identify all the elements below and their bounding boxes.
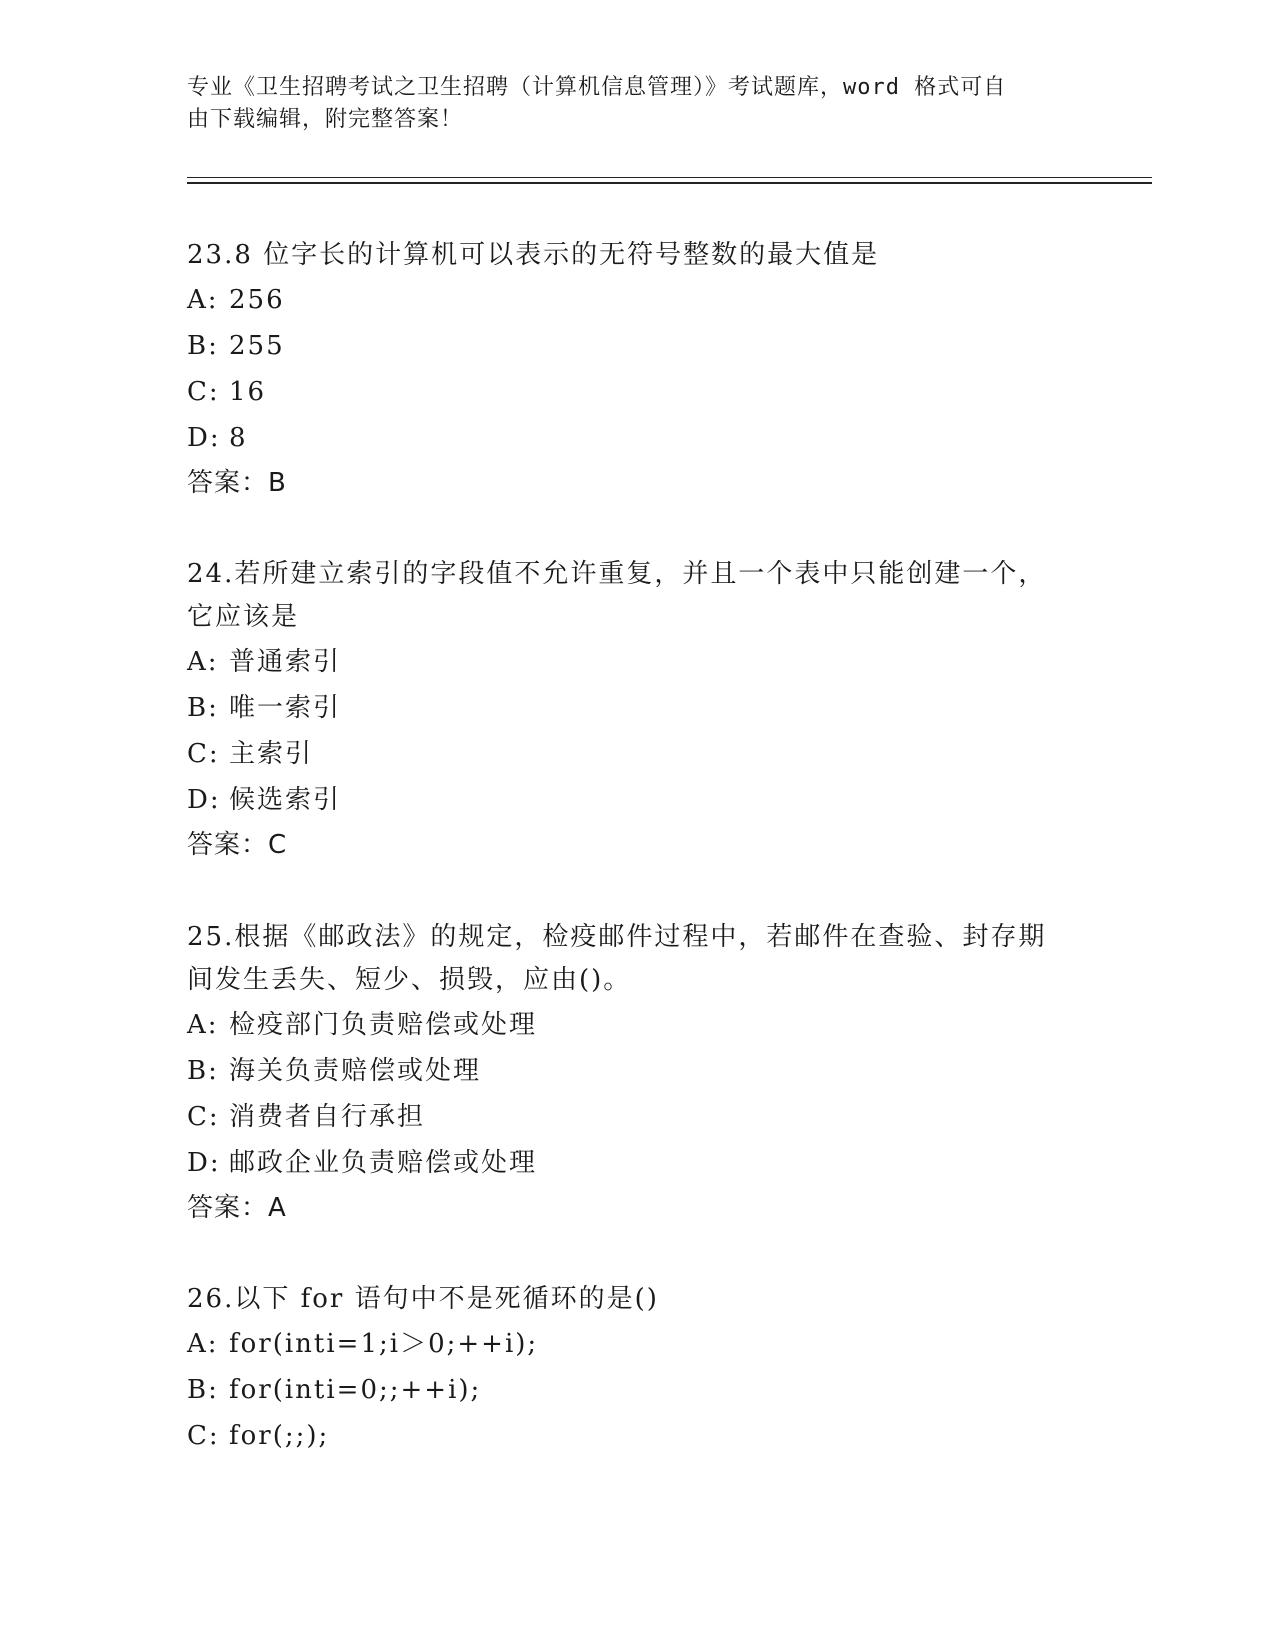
option-a <box>187 639 1087 685</box>
option-text: 普通索引 <box>229 647 342 677</box>
question-24 <box>187 553 1087 867</box>
header-divider-thick <box>187 182 1152 184</box>
answer: 答案：B <box>187 468 287 498</box>
option-text: 检疫部门负责赔偿或处理 <box>229 1010 538 1040</box>
option-label: B: <box>187 693 219 723</box>
option-text: 海关负责赔偿或处理 <box>229 1056 482 1086</box>
option-text: 候选索引 <box>229 785 342 815</box>
question-stem: 26.以下 for 语句中不是死循环的是() <box>187 1284 659 1314</box>
document-header <box>187 72 1087 136</box>
question-stem-line-2: 间发生丢失、短少、损毁，应由()。 <box>187 965 632 995</box>
option-label: A: <box>187 647 219 677</box>
option-text: 主索引 <box>229 739 314 769</box>
option-c <box>187 1094 1087 1140</box>
question-26 <box>187 1278 1087 1459</box>
question-stem: 23.8 位字长的计算机可以表示的无符号整数的最大值是 <box>187 240 880 270</box>
option-label: B: <box>187 1056 219 1086</box>
question-25 <box>187 916 1087 1230</box>
option-text: for(inti=0;;++i); <box>229 1375 482 1405</box>
option-text: 唯一索引 <box>229 693 342 723</box>
option-label: C: <box>187 1102 220 1132</box>
option-label: D: <box>187 1148 221 1178</box>
option-b <box>187 323 1087 369</box>
option-label: A: <box>187 1329 219 1359</box>
option-label: C: <box>187 377 220 407</box>
option-b <box>187 685 1087 731</box>
option-text: for(inti=1;i＞0;++i); <box>229 1329 539 1359</box>
option-text: 邮政企业负责赔偿或处理 <box>229 1148 538 1178</box>
option-label: A: <box>187 285 219 315</box>
option-label: B: <box>187 331 219 361</box>
option-b <box>187 1367 1087 1413</box>
header-line-2: 由下载编辑，附完整答案！ <box>187 107 464 132</box>
option-c <box>187 369 1087 415</box>
option-label: A: <box>187 1010 219 1040</box>
option-text: 8 <box>229 423 248 453</box>
option-text: 16 <box>229 377 267 407</box>
option-a <box>187 277 1087 323</box>
option-c <box>187 731 1087 777</box>
option-c <box>187 1413 1087 1459</box>
option-label: C: <box>187 739 220 769</box>
option-text: 256 <box>229 285 285 315</box>
question-23 <box>187 234 1087 505</box>
option-b <box>187 1048 1087 1094</box>
question-stem-line-1: 24.若所建立索引的字段值不允许重复，并且一个表中只能创建一个， <box>187 559 1047 589</box>
header-line-1: 专业《卫生招聘考试之卫生招聘（计算机信息管理）》考试题库，word 格式可自 <box>187 75 1007 100</box>
option-d <box>187 415 1087 461</box>
option-label: D: <box>187 785 221 815</box>
question-stem-line-1: 25.根据《邮政法》的规定，检疫邮件过程中，若邮件在查验、封存期 <box>187 922 1047 952</box>
option-label: D: <box>187 423 221 453</box>
option-label: B: <box>187 1375 219 1405</box>
option-a <box>187 1321 1087 1367</box>
option-text: 255 <box>229 331 285 361</box>
header-divider-thin <box>187 177 1152 178</box>
question-stem-line-2: 它应该是 <box>187 602 300 632</box>
answer: 答案：C <box>187 830 288 860</box>
option-d <box>187 777 1087 823</box>
option-text: 消费者自行承担 <box>229 1102 426 1132</box>
option-text: for(;;); <box>229 1421 330 1451</box>
option-a <box>187 1002 1087 1048</box>
option-label: C: <box>187 1421 220 1451</box>
answer: 答案：A <box>187 1193 287 1223</box>
option-d <box>187 1140 1087 1186</box>
